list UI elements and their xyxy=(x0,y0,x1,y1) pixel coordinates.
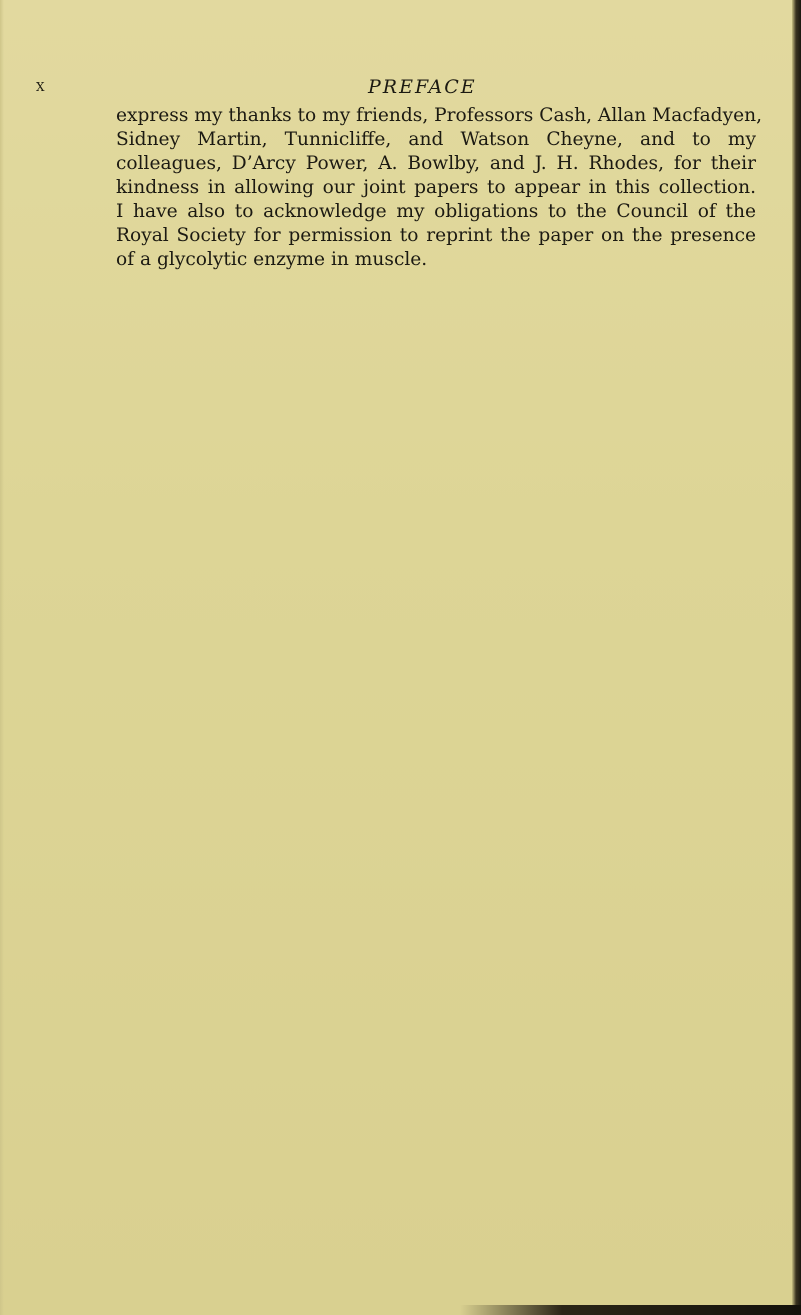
page-bottom-edge xyxy=(460,1305,801,1315)
text-line: Royal Society for permission to reprint the paper on the presence xyxy=(116,225,756,246)
body-paragraph xyxy=(116,104,762,272)
text-line: Sidney Martin, Tunnicliffe, and Watson Cheyne, and to my xyxy=(116,129,756,150)
text-line: of a glycolytic enzyme in muscle. xyxy=(116,249,428,270)
page-header xyxy=(28,76,768,100)
text-line: express my thanks to my friends, Professors Cash, Allan Macfadyen, xyxy=(116,105,762,126)
text-line: I have also to acknowledge my obligations to the Council of the xyxy=(116,201,756,222)
running-head: PREFACE xyxy=(368,76,477,98)
text-line: colleagues, D’Arcy Power, A. Bowlby, and J. H. Rhodes, for their xyxy=(116,153,756,174)
page-edge xyxy=(792,0,801,1315)
text-line: kindness in allowing our joint papers to appear in this collection. xyxy=(116,177,756,198)
page-number: x xyxy=(36,76,46,96)
page-gutter-shadow xyxy=(0,0,4,1315)
